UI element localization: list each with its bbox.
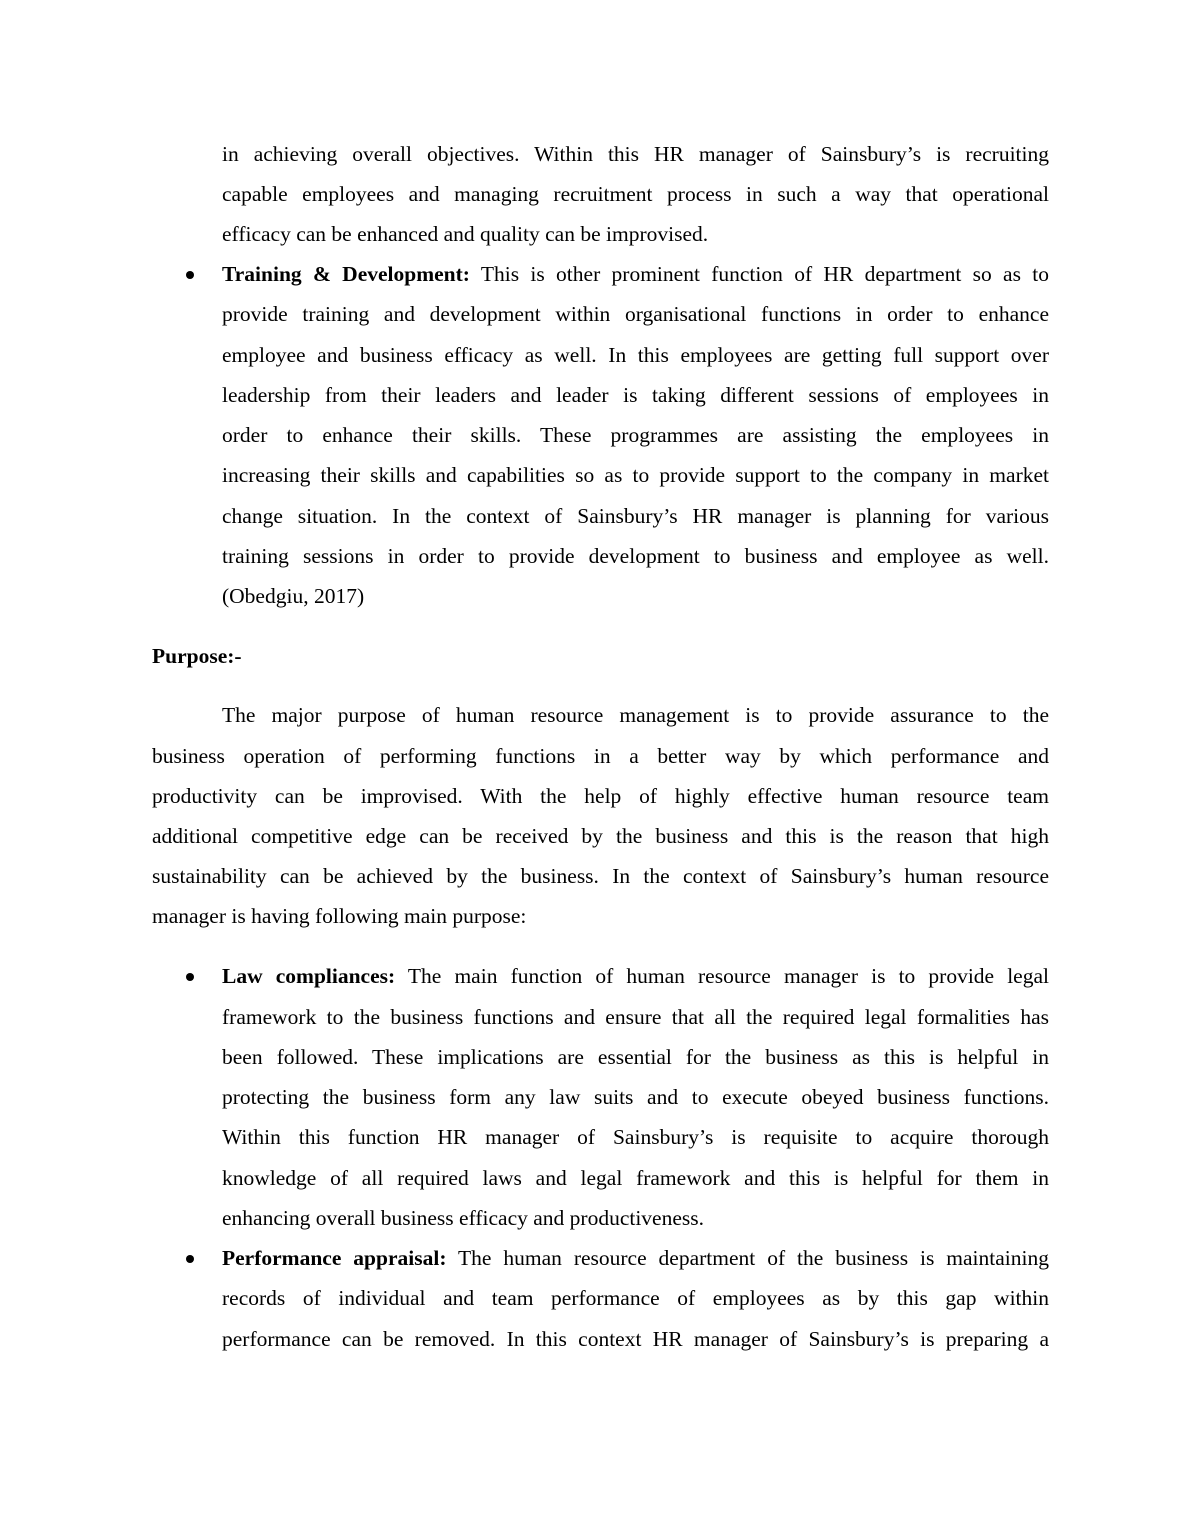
training-item-line-4: leadership from their leaders and leader is taking different sessions of employees in — [222, 385, 1049, 407]
training-item-line-2: provide training and development within organisational functions in order to enhance — [222, 304, 1049, 326]
continued-item-line-3: efficacy can be enhanced and quality can be improvised. — [222, 222, 709, 246]
appraisal-item-line-3: performance can be removed. In this context HR manager of Sainsbury’s is preparing a — [222, 1329, 1049, 1351]
purpose-paragraph-line-4: additional competitive edge can be received by the business and this is the reason that high — [152, 826, 1049, 848]
continued-item-line-2: capable employees and managing recruitment process in such a way that operational — [222, 184, 1049, 206]
appraisal-item-title: Performance appraisal: — [222, 1248, 447, 1270]
law-item-first-line — [222, 966, 1049, 992]
law-item-first-line-text: The main function of human resource manager is to provide legal — [395, 966, 1049, 988]
purpose-paragraph-line-1: The major purpose of human resource management is to provide assurance to the — [222, 705, 1049, 727]
bullet-icon — [186, 271, 194, 279]
training-item-line-3: employee and business efficacy as well. In this employees are getting full support over — [222, 345, 1049, 367]
law-item-line-3: been followed. These implications are essential for the business as this is helpful in — [222, 1047, 1049, 1069]
training-item-first-line-text: This is other prominent function of HR department so as to — [469, 264, 1049, 286]
training-item-line-9: (Obedgiu, 2017) — [222, 584, 365, 608]
training-item-title: Training & Development: — [222, 264, 470, 286]
law-item-line-6: knowledge of all required laws and legal framework and this is helpful for them in — [222, 1168, 1049, 1190]
law-item-line-7: enhancing overall business efficacy and productiveness. — [222, 1206, 704, 1230]
purpose-paragraph-line-5: sustainability can be achieved by the business. In the context of Sainsbury’s human resource — [152, 866, 1049, 888]
training-item-line-5: order to enhance their skills. These programmes are assisting the employees in — [222, 425, 1049, 447]
purpose-heading: Purpose:- — [152, 644, 242, 668]
appraisal-item-first-line-text: The human resource department of the business is maintaining — [446, 1248, 1049, 1270]
bullet-icon — [186, 1255, 194, 1263]
law-item-line-2: framework to the business functions and ensure that all the required legal formalities has — [222, 1007, 1049, 1029]
training-item-line-7: change situation. In the context of Sainsbury’s HR manager is planning for various — [222, 506, 1049, 528]
purpose-paragraph-line-2: business operation of performing functions in a better way by which performance and — [152, 746, 1049, 768]
law-item-title: Law compliances: — [222, 966, 396, 988]
continued-item-line-1: in achieving overall objectives. Within this HR manager of Sainsbury’s is recruiting — [222, 144, 1049, 166]
law-item-line-5: Within this function HR manager of Sainsbury’s is requisite to acquire thorough — [222, 1127, 1049, 1149]
bullet-icon — [186, 973, 194, 981]
law-item-line-4: protecting the business form any law suits and to execute obeyed business functions. — [222, 1087, 1049, 1109]
purpose-paragraph-line-6: manager is having following main purpose: — [152, 904, 527, 928]
training-item-line-8: training sessions in order to provide development to business and employee as well. — [222, 546, 1049, 568]
training-item-line-6: increasing their skills and capabilities so as to provide support to the company in market — [222, 465, 1049, 487]
purpose-paragraph-line-3: productivity can be improvised. With the help of highly effective human resource team — [152, 786, 1049, 808]
appraisal-item-first-line — [222, 1248, 1049, 1274]
training-item-first-line — [222, 264, 1049, 290]
appraisal-item-line-2: records of individual and team performance of employees as by this gap within — [222, 1288, 1049, 1310]
